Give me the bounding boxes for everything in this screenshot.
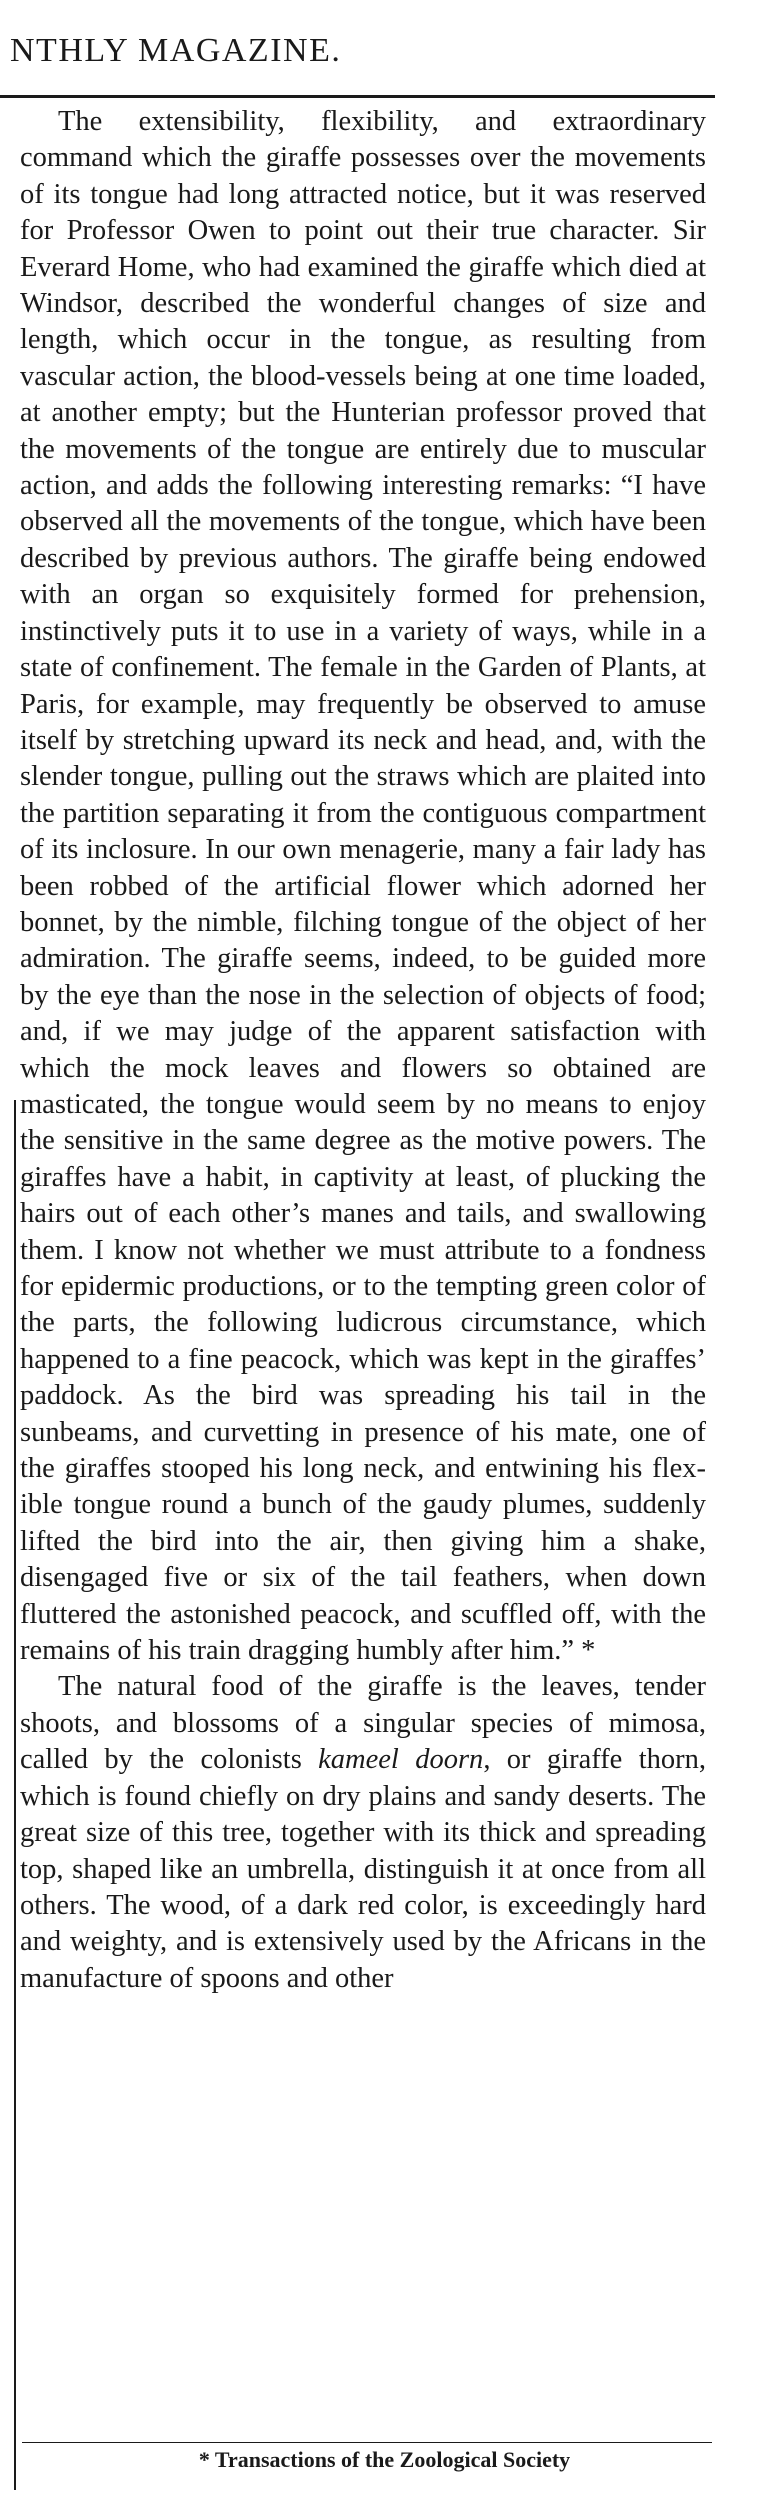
footnote-rule (22, 2442, 712, 2443)
text-column (20, 104, 706, 1997)
paragraph-food-text-end: , or giraffe thorn, which is found chiefly on dry plains and sandy deserts. The great size of this tree, together with its thick and spreading top, shaped like an umbrella, distinguish it at once from all others. The wood, of a dark red color, is exceedingly hard and weighty, and is extensively used by the Africans in the manufacture of spoons and other (20, 1744, 706, 1994)
margin-rule (14, 1100, 16, 2490)
paragraph-tongue (20, 104, 706, 1669)
paragraph-food-text-start: The natural food of the giraffe is the leaves, tender shoots, and blossoms of a singular species of mimosa, called by the colonists (20, 1671, 706, 1776)
header-rule (0, 95, 715, 98)
paragraph-food (20, 1669, 706, 1997)
paragraph-food-italic-term: kameel doorn (318, 1744, 484, 1776)
running-head: NTHLY MAGAZINE. (10, 32, 342, 69)
footnote: * Transactions of the Zoological Society (198, 2447, 571, 2472)
paragraph-tongue-text: The extensibility, flexibility, and extraordinary command which the giraffe possesses over the movements of its tongue had long attracted notice, but it was reserved for Professor Owen to point out their true character. Sir Everard Home, who had examined the giraffe which died at Windsor, described the wonderful changes of size and length, which occur in the tongue, as resulting from vascular action, the blood-vessels being at one time loaded, at another empty; but the Hunterian professor proved that the movements of the tongue are entirely due to muscular action, and adds the following interesting remarks: “I have observed all the movements of the tongue, which have been described by previous authors. The giraffe being endowed with an organ so exquisitely formed for prehension, instinctively puts it to use in a variety of ways, while in a state of confinement. The female in the Garden of Plants, at Paris, for example, may frequently be observed to amuse itself by stretching upward its neck and head, and, with the slender tongue, pulling out the straws which are plaited into the partition separating it from the contiguous compartment of its inclosure. In our own menagerie, many a fair lady has been robbed of the artificial flower which adorned her bonnet, by the nimble, filching tongue of the object of her admiration. The giraffe seems, indeed, to be guided more by the eye than the nose in the selection of objects of food; and, if we may judge of the apparent satisfaction with which the mock leaves and flowers so obtained are masticated, the tongue would seem by no means to enjoy the sensitive in the same degree as the motive powers. The giraffes have a habit, in captivity at least, of plucking the hairs out of each other’s manes and tails, and swallowing them. I know not whether we must attribute to a fondness for epidermic productions, or to the tempting green color of the parts, the following ludicrous circumstance, which happened to a fine peacock, which was kept in the giraffes’ paddock. As the bird was spreading his tail in the sunbeams, and curvetting in presence of his mate, one of the giraffes stooped his long neck, and entwining his flexible tongue round a bunch of the gaudy plumes, suddenly lifted the bird into the air, then giving him a shake, disengaged five or six of the tail feathers, when down fluttered the astonished peacock, and scuffled off, with the remains of his train dragging humbly after him.” * (20, 106, 706, 1667)
